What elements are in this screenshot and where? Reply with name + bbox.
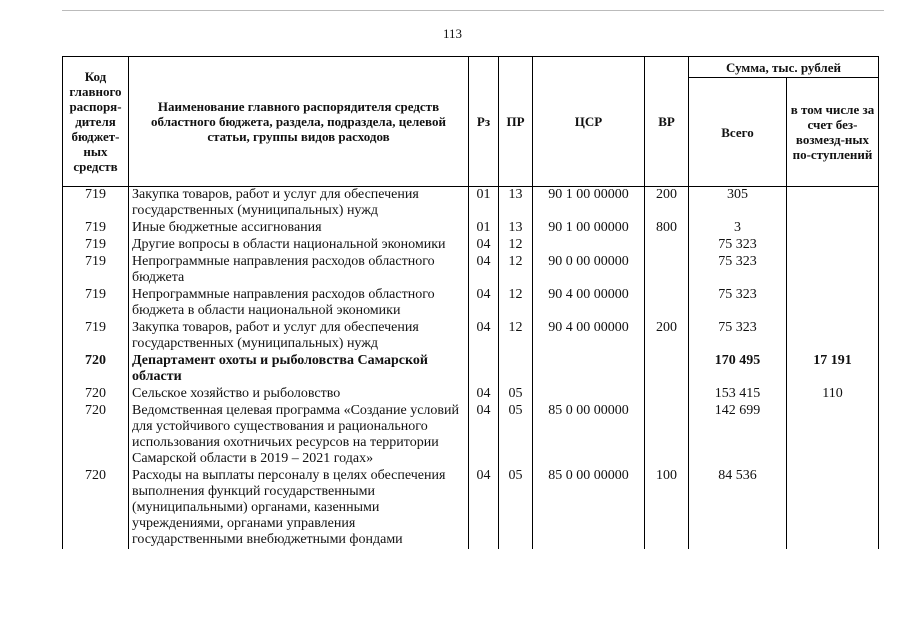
table-row	[63, 468, 879, 549]
cell-name: Закупка товаров, работ и услуг для обеспечения государственных (муниципальных) нужд	[129, 320, 469, 353]
cell-vr: 200	[645, 320, 689, 353]
cell-code: 719	[63, 287, 129, 320]
header-total: Всего	[689, 78, 787, 187]
cell-total: 75 323	[689, 320, 787, 353]
table-row	[63, 403, 879, 468]
cell-vr	[645, 386, 689, 403]
cell-pr: 13	[499, 187, 533, 221]
cell-csr: 85 0 00 00000	[533, 403, 645, 468]
cell-csr: 90 4 00 00000	[533, 320, 645, 353]
cell-total: 75 323	[689, 254, 787, 287]
cell-csr: 90 1 00 00000	[533, 220, 645, 237]
cell-vr: 800	[645, 220, 689, 237]
table-row	[63, 187, 879, 221]
cell-code: 720	[63, 386, 129, 403]
cell-csr	[533, 353, 645, 386]
cell-code: 719	[63, 220, 129, 237]
cell-total: 3	[689, 220, 787, 237]
cell-total: 75 323	[689, 287, 787, 320]
cell-code: 720	[63, 468, 129, 549]
cell-pr: 12	[499, 320, 533, 353]
cell-pr: 05	[499, 468, 533, 549]
header-name: Наименование главного распорядителя средств областного бюджета, раздела, подраздела, целевой статьи, группы видов расходов	[129, 57, 469, 187]
cell-total: 84 536	[689, 468, 787, 549]
header-csr: ЦСР	[533, 57, 645, 187]
cell-gratuitous	[787, 287, 879, 320]
cell-csr	[533, 237, 645, 254]
cell-pr: 13	[499, 220, 533, 237]
cell-code: 719	[63, 254, 129, 287]
cell-rz: 04	[469, 386, 499, 403]
header-rz: Рз	[469, 57, 499, 187]
cell-gratuitous: 17 191	[787, 353, 879, 386]
header-code: Код главного распоря-дителя бюджет-ных средств	[63, 57, 129, 187]
table-row	[63, 220, 879, 237]
cell-name: Департамент охоты и рыболовства Самарской области	[129, 353, 469, 386]
cell-rz: 01	[469, 187, 499, 221]
cell-total: 142 699	[689, 403, 787, 468]
cell-rz	[469, 353, 499, 386]
cell-rz: 04	[469, 468, 499, 549]
cell-vr	[645, 254, 689, 287]
cell-name: Ведомственная целевая программа «Создание условий для устойчивого существования и рационального использования охотничьих ресурсов на территории Самарской области в 2019 – 2021 годах»	[129, 403, 469, 468]
cell-rz: 04	[469, 287, 499, 320]
cell-pr: 12	[499, 254, 533, 287]
cell-vr	[645, 237, 689, 254]
cell-pr: 12	[499, 237, 533, 254]
cell-code: 720	[63, 403, 129, 468]
table-body	[63, 187, 879, 550]
cell-pr: 05	[499, 386, 533, 403]
cell-rz: 04	[469, 320, 499, 353]
cell-total: 153 415	[689, 386, 787, 403]
cell-name: Непрограммные направления расходов областного бюджета	[129, 254, 469, 287]
cell-name: Сельское хозяйство и рыболовство	[129, 386, 469, 403]
cell-name: Иные бюджетные ассигнования	[129, 220, 469, 237]
cell-total: 305	[689, 187, 787, 221]
cell-code: 719	[63, 320, 129, 353]
cell-gratuitous	[787, 403, 879, 468]
cell-name: Непрограммные направления расходов областного бюджета в области национальной экономики	[129, 287, 469, 320]
cell-vr	[645, 287, 689, 320]
table-header	[63, 57, 879, 187]
cell-total: 75 323	[689, 237, 787, 254]
cell-code: 719	[63, 187, 129, 221]
cell-pr	[499, 353, 533, 386]
cell-total: 170 495	[689, 353, 787, 386]
cell-name: Закупка товаров, работ и услуг для обеспечения государственных (муниципальных) нужд	[129, 187, 469, 221]
cell-gratuitous	[787, 187, 879, 221]
cell-pr: 05	[499, 403, 533, 468]
cell-gratuitous	[787, 320, 879, 353]
table-row	[63, 386, 879, 403]
cell-code: 719	[63, 237, 129, 254]
page-number: 113	[442, 26, 463, 41]
cell-gratuitous	[787, 468, 879, 549]
cell-gratuitous	[787, 237, 879, 254]
cell-rz: 04	[469, 237, 499, 254]
cell-vr: 200	[645, 187, 689, 221]
cell-csr: 90 0 00 00000	[533, 254, 645, 287]
top-rule	[62, 10, 884, 11]
cell-gratuitous	[787, 254, 879, 287]
table-row	[63, 353, 879, 386]
cell-rz: 04	[469, 403, 499, 468]
cell-gratuitous	[787, 220, 879, 237]
cell-code: 720	[63, 353, 129, 386]
cell-csr	[533, 386, 645, 403]
cell-csr: 85 0 00 00000	[533, 468, 645, 549]
header-sum: Сумма, тыс. рублей	[689, 57, 879, 78]
header-pr: ПР	[499, 57, 533, 187]
table-row	[63, 287, 879, 320]
cell-rz: 04	[469, 254, 499, 287]
cell-name: Другие вопросы в области национальной экономики	[129, 237, 469, 254]
cell-csr: 90 1 00 00000	[533, 187, 645, 221]
header-gratuitous: в том числе за счет без-возмезд-ных по-ступлений	[787, 78, 879, 187]
cell-vr	[645, 353, 689, 386]
cell-vr	[645, 403, 689, 468]
cell-name: Расходы на выплаты персоналу в целях обеспечения выполнения функций государственными (муниципальными) органами, казенными учреждениями, органами управления государственными внебюджетными фондами	[129, 468, 469, 549]
cell-csr: 90 4 00 00000	[533, 287, 645, 320]
budget-table	[62, 56, 879, 549]
cell-gratuitous: 110	[787, 386, 879, 403]
cell-pr: 12	[499, 287, 533, 320]
table-row	[63, 254, 879, 287]
table-row	[63, 320, 879, 353]
cell-vr: 100	[645, 468, 689, 549]
header-vr: ВР	[645, 57, 689, 187]
cell-rz: 01	[469, 220, 499, 237]
table-row	[63, 237, 879, 254]
